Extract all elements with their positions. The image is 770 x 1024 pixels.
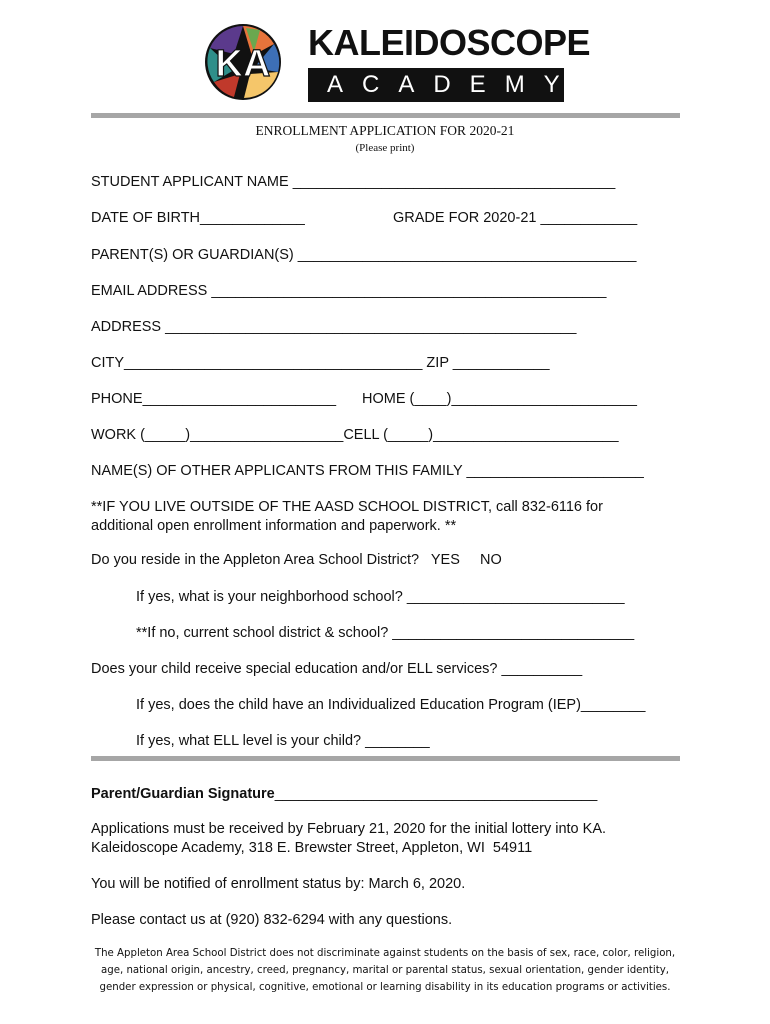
email-field[interactable]: EMAIL ADDRESS _________________________________________________ — [91, 283, 607, 299]
notice-line-1: **IF YOU LIVE OUTSIDE OF THE AASD SCHOOL DISTRICT, call 832-6116 for — [91, 499, 603, 515]
reside-question[interactable]: Do you reside in the Appleton Area School District? YES NO — [91, 552, 502, 568]
neighborhood-school-field[interactable]: If yes, what is your neighborhood school? ___________________________ — [136, 589, 625, 605]
current-district-field[interactable]: **If no, current school district & school? ______________________________ — [136, 625, 635, 641]
special-ed-field[interactable]: Does your child receive special education and/or ELL services? __________ — [91, 661, 583, 677]
address-field[interactable]: ADDRESS ___________________________________________________ — [91, 319, 577, 335]
school-address-text: Kaleidoscope Academy, 318 E. Brewster Street, Appleton, WI 54911 — [91, 840, 533, 856]
deadline-text: Applications must be received by February 21, 2020 for the initial lottery into KA. — [91, 821, 607, 837]
logo-wordmark-kaleidoscope: KALEIDOSCOPE — [308, 22, 591, 63]
signature-line[interactable]: ________________________________________ — [274, 786, 598, 802]
other-applicants-field[interactable]: NAME(S) OF OTHER APPLICANTS FROM THIS FAMILY ______________________ — [91, 463, 644, 479]
signature-divider — [91, 756, 680, 761]
kaleidoscope-logo-mark — [204, 22, 282, 102]
notice-line-2: additional open enrollment information and paperwork. ** — [91, 518, 457, 534]
page-title: ENROLLMENT APPLICATION FOR 2020-21 — [255, 123, 515, 138]
header-divider — [91, 113, 680, 118]
city-zip-field[interactable]: CITY_____________________________________ ZIP ____________ — [91, 355, 550, 371]
footer-line-3: gender expression or physical, cognitive, emotional or learning disability in its education programs or activities. — [99, 982, 671, 993]
signature-field[interactable] — [91, 786, 597, 802]
page-subtitle: (Please print) — [355, 142, 415, 154]
work-cell-field[interactable]: WORK (_____)___________________CELL (_____)_______________________ — [91, 427, 619, 443]
student-name-field[interactable]: STUDENT APPLICANT NAME ________________________________________ — [91, 174, 616, 190]
nondiscrimination-footer — [80, 945, 690, 996]
notification-date-text: You will be notified of enrollment status by: March 6, 2020. — [91, 876, 466, 892]
footer-line-1: The Appleton Area School District does not discriminate against students on the basis of sex, race, color, religion, — [94, 948, 676, 959]
signature-label: Parent/Guardian Signature — [91, 786, 275, 802]
footer-line-2: age, national origin, ancestry, creed, pregnancy, marital or parental status, sexual orientation, gender identity, — [101, 965, 669, 976]
parents-guardians-field[interactable]: PARENT(S) OR GUARDIAN(S) __________________________________________ — [91, 247, 637, 263]
phone-field[interactable]: PHONE________________________ — [91, 391, 337, 407]
home-phone-field[interactable]: HOME (____)_______________________ — [362, 391, 637, 407]
ell-level-field[interactable]: If yes, what ELL level is your child? ________ — [136, 733, 430, 749]
contact-text: Please contact us at (920) 832-6294 with any questions. — [91, 912, 453, 928]
grade-field[interactable]: GRADE FOR 2020-21 ____________ — [393, 210, 638, 226]
logo-mark-text: KA — [215, 43, 271, 85]
iep-field[interactable]: If yes, does the child have an Individualized Education Program (IEP)________ — [136, 697, 646, 713]
date-of-birth-field[interactable]: DATE OF BIRTH_____________ — [91, 210, 305, 226]
logo-wordmark-academy: ACADEMY — [327, 71, 579, 98]
